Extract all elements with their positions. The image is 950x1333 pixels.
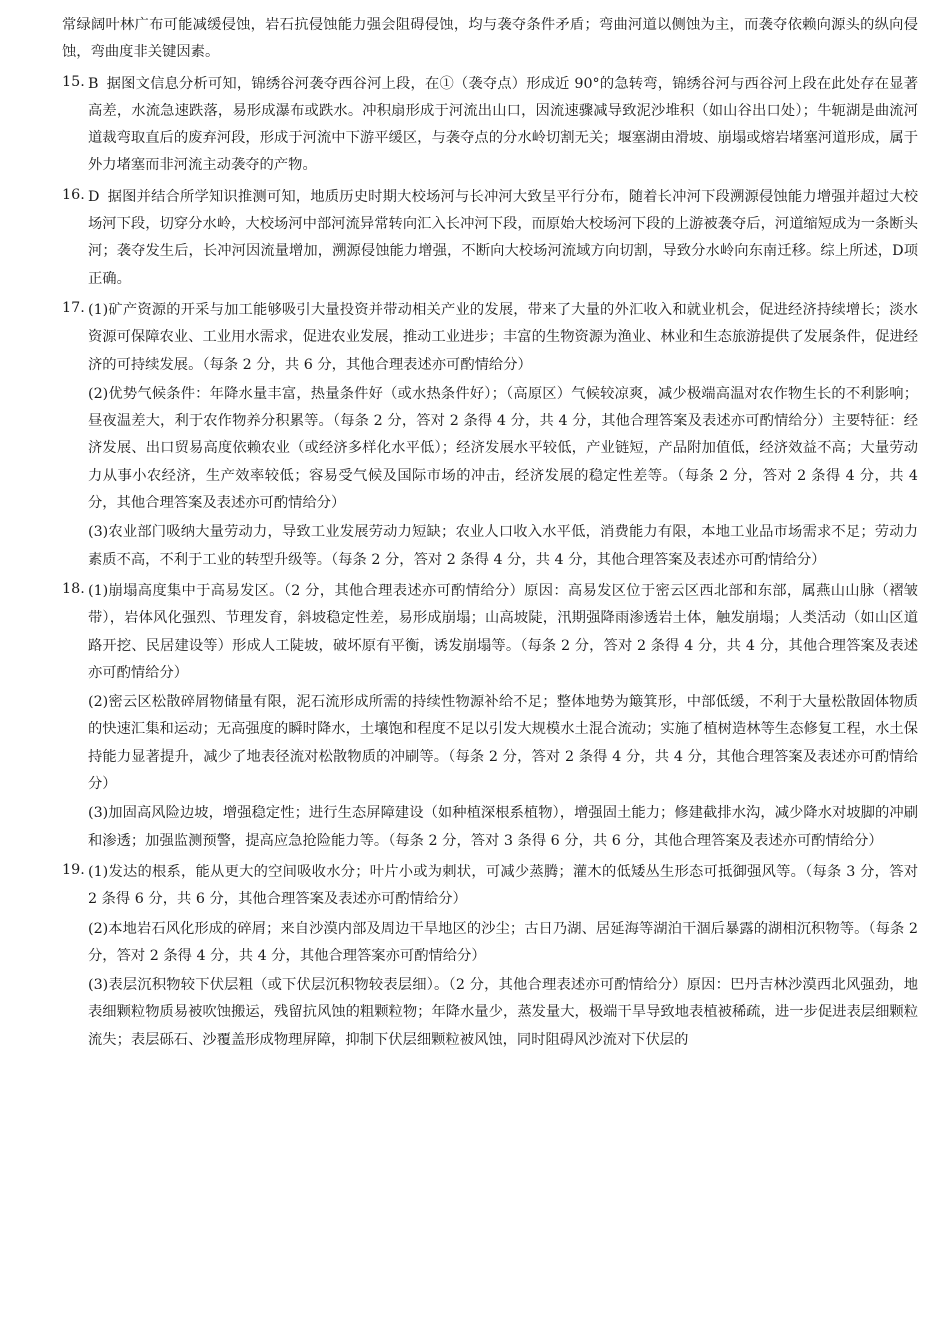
answer-paragraph (88, 71, 918, 180)
answer-list (62, 69, 918, 1054)
answer-paragraph (88, 800, 918, 855)
answer-text: (2)密云区松散碎屑物储量有限，泥石流形成所需的持续性物源补给不足；整体地势为簸箕形，中部低缓，不利于大量松散固体物质的快速汇集和运动；无高强度的瞬时降水，土壤饱和程度不足以引发大规模水土混合流动；实施了植树造林等生态修复工程，水土保持能力显著提升，减少了地表径流对松散物质的冲刷等。（每条 2 分，答对 2 条得 4 分，共 4 分，其他合理答案及表述亦可酌情给分） (88, 694, 918, 793)
answer-text: (3)表层沉积物较下伏层粗（或下伏层沉积物较表层细）。（2 分，其他合理表述亦可酌情给分）原因：巴丹吉林沙漠西北风强劲，地表细颗粒物质易被吹蚀搬运，残留抗风蚀的粗颗粒物；年降水量少，蒸发量大，极端干旱导致地表植被稀疏，进一步促进表层细颗粒流失；表层砾石、沙覆盖形成物理屏障，抑制下伏层细颗粒被风蚀，同时阻碍风沙流对下伏层的 (88, 977, 918, 1048)
continuation-paragraph: 常绿阔叶林广布可能减缓侵蚀，岩石抗侵蚀能力强会阻碍侵蚀，均与袭夺条件矛盾；弯曲河道以侧蚀为主，而袭夺依赖向源头的纵向侵蚀，弯曲度非关键因素。 (62, 17, 918, 61)
answer-item (62, 69, 918, 180)
answer-body (88, 69, 918, 180)
answer-choice: D (88, 188, 100, 205)
answer-text: (1)矿产资源的开采与加工能够吸引大量投资并带动相关产业的发展，带来了大量的外汇收入和就业机会，促进经济持续增长；淡水资源可保障农业、工业用水需求，促进农业发展，推动工业进步；丰富的生物资源为渔业、林业和生态旅游提供了发展条件，促进经济的可持续发展。（每条 2 分，共 6 分，其他合理表述亦可酌情给分） (88, 301, 918, 373)
answer-paragraph (88, 859, 918, 914)
question-number: 16. (62, 186, 85, 203)
question-number: 18. (62, 580, 85, 597)
answer-body (88, 182, 918, 293)
answer-body (88, 576, 918, 855)
answer-body (88, 857, 918, 1054)
answer-item (62, 857, 918, 1054)
answer-text: (3)加固高风险边坡，增强稳定性；进行生态屏障建设（如种植深根系植物），增强固土能力；修建截排水沟，减少降水对坡脚的冲刷和渗透；加强监测预警，提高应急抢险能力等。（每条 2 分，答对 3 条得 6 分，共 6 分，其他合理答案及表述亦可酌情给分） (88, 805, 918, 849)
question-number: 17. (62, 299, 85, 316)
answer-paragraph (88, 519, 918, 574)
answer-page (62, 12, 918, 1054)
answer-text: 据图并结合所学知识推测可知，地质历史时期大校场河与长冲河大致呈平行分布，随着长冲河下段溯源侵蚀能力增强并超过大校场河下段，切穿分水岭，大校场河中部河流异常转向汇入长冲河下段，而原始大校场河下段的上游被袭夺后，河道缩短成为一条断头河；袭夺发生后，长冲河因流量增加，溯源侵蚀能力增强，不断向大校场河流域方向切割，导致分水岭向东南迁移。综上所述，D项正确。 (88, 188, 918, 287)
answer-paragraph (88, 184, 918, 293)
answer-text: 据图文信息分析可知，锦绣谷河袭夺西谷河上段，在①（袭夺点）形成近 90°的急转弯，锦绣谷河与西谷河上段在此处存在显著高差，水流急速跌落，易形成瀑布或跌水。冲积扇形成于河流出山口，因流速骤减导致泥沙堆积（如山谷出口处）；牛轭湖是曲流河道裁弯取直后的废弃河段，形成于河流中下游平缓区，与袭夺点的分水岭切割无关；堰塞湖由滑坡、崩塌或熔岩堵塞河道形成，属于外力堵塞而非河流主动袭夺的产物。 (88, 75, 918, 174)
question-number: 15. (62, 73, 85, 90)
answer-paragraph (88, 297, 918, 379)
answer-text: (2)本地岩石风化形成的碎屑；来自沙漠内部及周边干旱地区的沙尘；古日乃湖、居延海等湖泊干涸后暴露的湖相沉积物等。（每条 2 分，答对 2 条得 4 分，共 4 分，其他合理答案亦可酌情给分） (88, 920, 918, 964)
answer-paragraph (88, 689, 918, 798)
answer-paragraph (88, 381, 918, 517)
answer-choice: B (88, 75, 99, 92)
question-number: 19. (62, 861, 85, 878)
answer-paragraph (88, 916, 918, 971)
answer-item (62, 576, 918, 855)
answer-paragraph (88, 972, 918, 1054)
answer-text: (2)优势气候条件：年降水量丰富，热量条件好（或水热条件好）；（高原区）气候较凉爽，减少极端高温对农作物生长的不利影响；昼夜温差大，利于农作物养分积累等。（每条 2 分，答对 2 条得 4 分，共 4 分，其他合理答案及表述亦可酌情给分）主要特征：经济发展、出口贸易高度依赖农业（或经济多样化水平低）；经济发展水平较低，产业链短，产品附加值低，经济效益不高；大量劳动力从事小农经济，生产效率较低；容易受气候及国际市场的冲击，经济发展的稳定性差等。（每条 2 分，答对 2 条得 4 分，共 4 分，其他合理答案及表述亦可酌情给分） (88, 385, 918, 512)
answer-body (88, 295, 918, 574)
answer-paragraph (88, 578, 918, 687)
answer-item (62, 295, 918, 574)
answer-text: (1)发达的根系，能从更大的空间吸收水分；叶片小或为刺状，可减少蒸腾；灌木的低矮丛生形态可抵御强风等。（每条 3 分，答对 2 条得 6 分，共 6 分，其他合理答案及表述亦可酌情给分） (88, 863, 918, 908)
answer-text: (3)农业部门吸纳大量劳动力，导致工业发展劳动力短缺；农业人口收入水平低，消费能力有限，本地工业品市场需求不足；劳动力素质不高，不利于工业的转型升级等。（每条 2 分，答对 2 条得 4 分，共 4 分，其他合理答案及表述亦可酌情给分） (88, 524, 918, 568)
answer-text: (1)崩塌高度集中于高易发区。（2 分，其他合理表述亦可酌情给分）原因：高易发区位于密云区西北部和东部，属燕山山脉（褶皱带），岩体风化强烈、节理发育，斜坡稳定性差，易形成崩塌；山高坡陡，汛期强降雨渗透岩土体，触发崩塌；人类活动（如山区道路开挖、民居建设等）形成人工陡坡，破坏原有平衡，诱发崩塌等。（每条 2 分，答对 2 条得 4 分，共 4 分，其他合理答案及表述亦可酌情给分） (88, 582, 918, 681)
answer-item (62, 182, 918, 293)
